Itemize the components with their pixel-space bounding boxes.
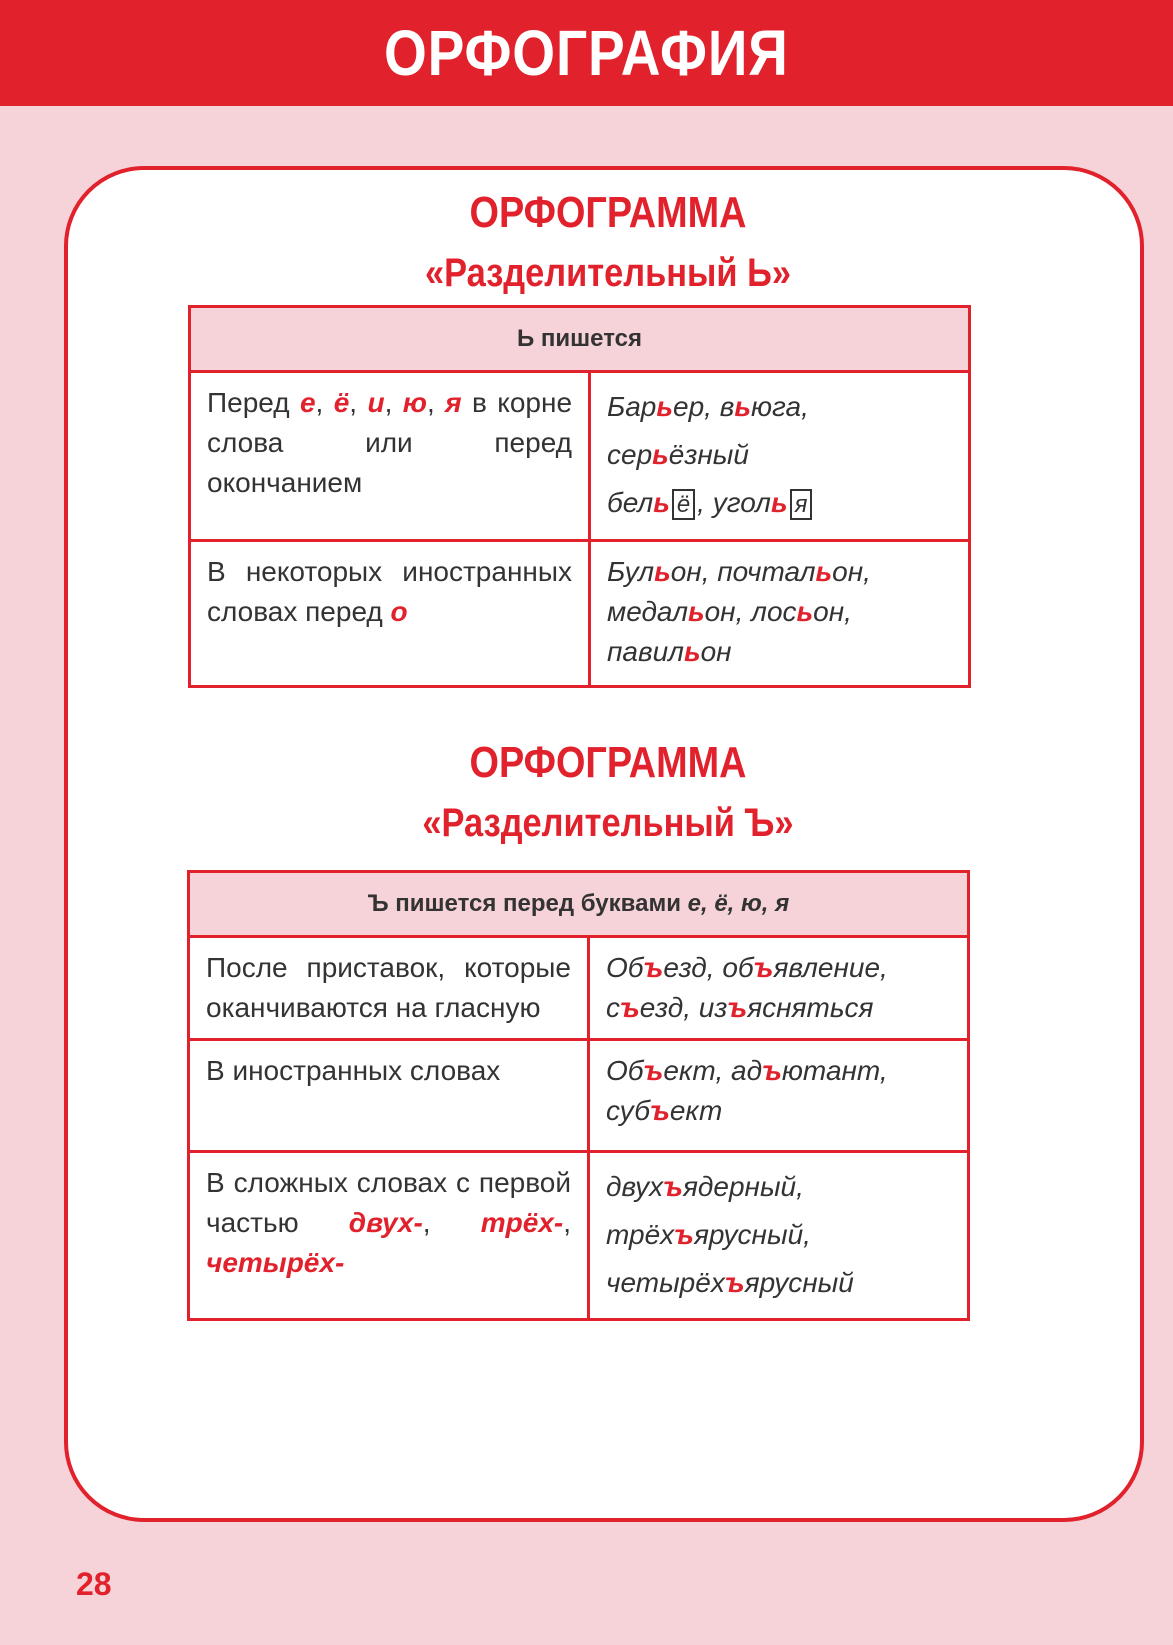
rule-prefix: трёх- xyxy=(480,1207,564,1238)
page-header xyxy=(0,0,1173,106)
example-word: почтальон, xyxy=(717,556,871,587)
table-row xyxy=(189,937,969,1040)
example-word: Объезд, xyxy=(606,952,715,983)
rule-letter: ё xyxy=(333,387,350,418)
rule-cell: В сложных словах с первой частью двух-, трёх-, четырёх- xyxy=(189,1152,589,1320)
example-word: субъект xyxy=(606,1095,723,1126)
section1-subtitle: «Разделительный Ь» xyxy=(425,251,791,295)
examples-cell xyxy=(590,372,970,541)
example-word: вьюга, xyxy=(719,391,809,422)
table-row xyxy=(190,372,970,541)
rule-cell: Перед е, ё, и, ю, я в корне слова или перед окончанием xyxy=(190,372,590,541)
section2-table-header: Ъ пишется перед буквами е, ё, ю, я xyxy=(189,872,969,937)
example-word: уголь я xyxy=(713,487,815,518)
example-word: съезд, xyxy=(606,992,692,1023)
rule-text: Перед xyxy=(207,387,290,418)
section2-subtitle: «Разделительный Ъ» xyxy=(422,801,794,845)
rule-letter: ю xyxy=(402,387,427,418)
rule-cell: После приставок, которые оканчиваются на гласную xyxy=(189,937,589,1040)
examples-cell xyxy=(589,1040,969,1152)
section2-table xyxy=(187,870,970,1321)
examples-cell xyxy=(589,937,969,1040)
example-word: двухъядерный, xyxy=(606,1171,804,1202)
rule-cell xyxy=(190,541,590,687)
table-row xyxy=(189,1152,969,1320)
content-card xyxy=(64,166,1144,1522)
rule-letter: е xyxy=(299,387,316,418)
rule-letter: я xyxy=(445,387,462,418)
example-word: адъютант, xyxy=(731,1055,888,1086)
table-row xyxy=(190,541,970,687)
example-word: серьёзный xyxy=(607,439,749,470)
section2-title: ОРФОГРАММА xyxy=(469,738,747,787)
rule-letter: о xyxy=(390,596,408,627)
example-word: Барьер, xyxy=(607,391,712,422)
rule-prefix: двух- xyxy=(348,1207,423,1238)
rule-cell: В иностранных словах xyxy=(189,1040,589,1152)
rule-letter: и xyxy=(367,387,385,418)
example-word: изъясняться xyxy=(698,992,874,1023)
rule-text: в корне слова или перед окончанием xyxy=(207,387,573,498)
example-word: медальон, xyxy=(607,596,744,627)
ending-box: ё xyxy=(672,489,695,520)
example-word: четырёхъярусный xyxy=(606,1267,854,1298)
section1-heading xyxy=(68,184,1148,304)
section1-table-header: Ь пишется xyxy=(190,307,970,372)
example-word: Объект, xyxy=(606,1055,724,1086)
examples-cell xyxy=(590,541,970,687)
example-word: лосьон, xyxy=(751,596,852,627)
section1-title: ОРФОГРАММА xyxy=(469,188,747,237)
examples-cell xyxy=(589,1152,969,1320)
example-word: бель ё , xyxy=(607,487,705,518)
page-title: ОРФОГРАФИЯ xyxy=(384,17,789,89)
page-number: 28 xyxy=(76,1566,112,1602)
section1-table xyxy=(188,305,971,688)
ending-box: я xyxy=(790,489,813,520)
example-word: павильон xyxy=(607,636,732,667)
example-word: объявление, xyxy=(722,952,888,983)
rule-text: В некоторых иностранных словах перед xyxy=(207,556,572,627)
rule-text: В сложных словах с первой частью xyxy=(206,1167,571,1238)
table-row xyxy=(189,1040,969,1152)
rule-prefix: четырёх- xyxy=(206,1247,345,1278)
section2-heading xyxy=(68,734,1148,854)
example-word: трёхъярусный, xyxy=(606,1219,811,1250)
example-word: Бульон, xyxy=(607,556,710,587)
